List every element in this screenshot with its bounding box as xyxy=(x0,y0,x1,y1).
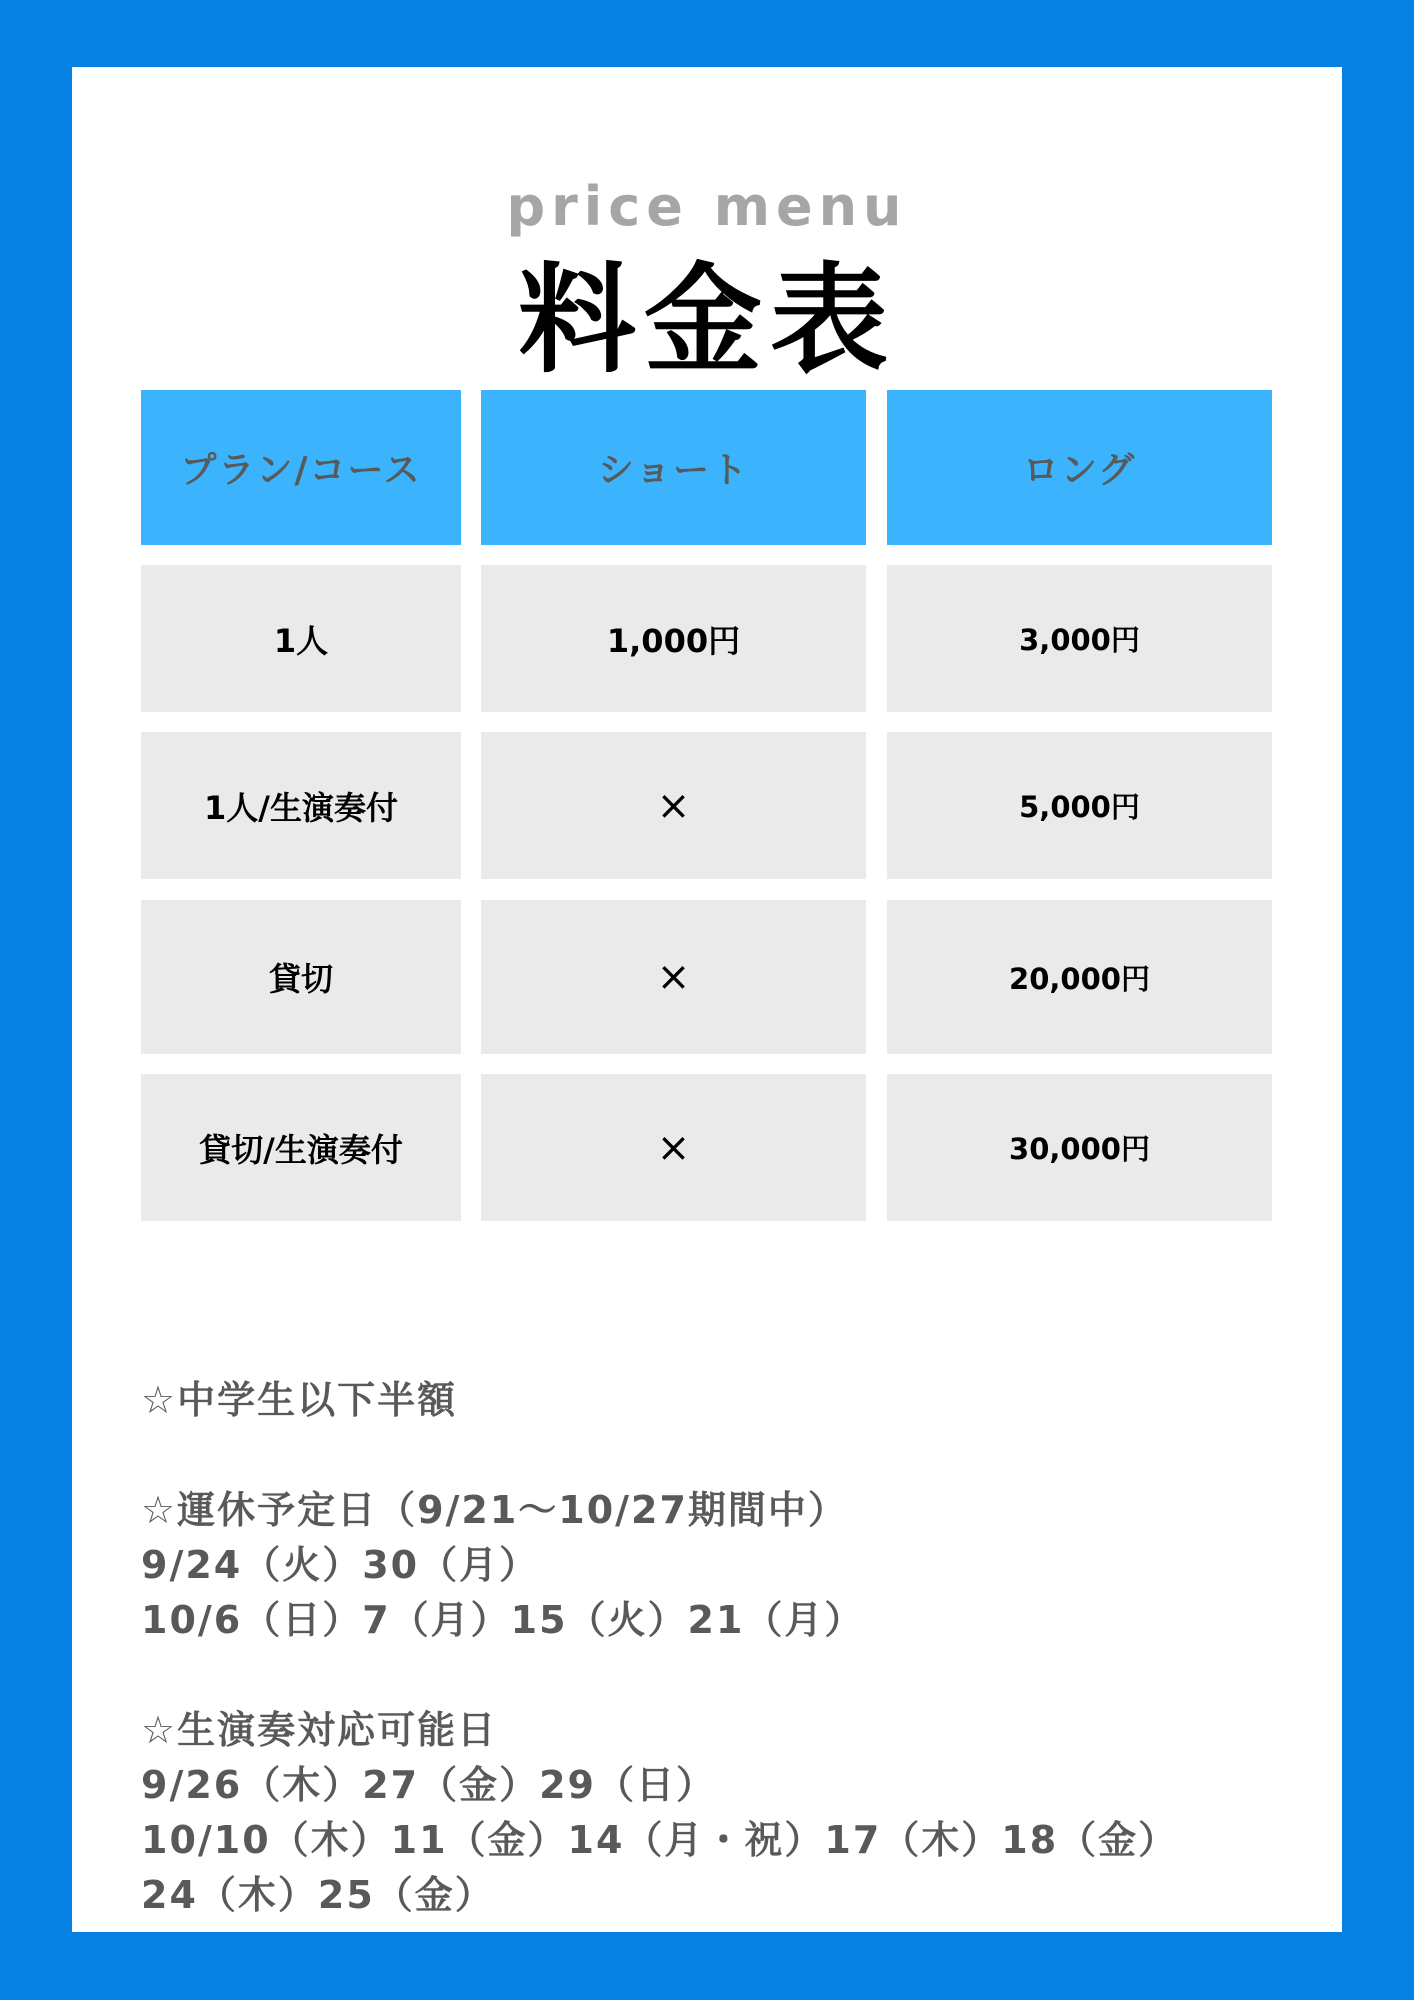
table-cell-plan: 貸切/生演奏付 xyxy=(141,1074,461,1221)
closed-days-line: 10/6（日）7（月）15（火）21（月） xyxy=(141,1598,865,1642)
table-cell-plan: 貸切 xyxy=(141,900,461,1054)
live-music-days-line: 24（木）25（金） xyxy=(141,1873,495,1917)
table-cell-long: 30,000円 xyxy=(887,1074,1272,1221)
page-title: 料金表 xyxy=(517,251,896,389)
table-cell-short: 1,000円 xyxy=(481,565,866,712)
table-cell-long: 3,000円 xyxy=(887,565,1272,712)
table-cell-short: × xyxy=(481,732,866,879)
table-cell-short: × xyxy=(481,900,866,1054)
closed-days-line: 9/24（火）30（月） xyxy=(141,1543,540,1587)
column-header-long: ロング xyxy=(887,390,1272,545)
column-header-plan: プラン/コース xyxy=(141,390,461,545)
table-cell-short: × xyxy=(481,1074,866,1221)
table-cell-long: 20,000円 xyxy=(887,900,1272,1054)
live-music-days-heading: ☆生演奏対応可能日 xyxy=(141,1708,498,1752)
price-menu-card xyxy=(72,67,1342,1932)
column-header-short: ショート xyxy=(481,390,866,545)
table-cell-plan: 1人/生演奏付 xyxy=(141,732,461,879)
closed-days-heading: ☆運休予定日（9/21〜10/27期間中） xyxy=(141,1488,848,1532)
page-subtitle: price menu xyxy=(506,175,908,238)
notes-section xyxy=(141,1373,1291,1923)
discount-note: ☆中学生以下半額 xyxy=(141,1378,458,1422)
live-music-days-line: 9/26（木）27（金）29（日） xyxy=(141,1763,716,1807)
table-cell-long: 5,000円 xyxy=(887,732,1272,879)
table-cell-plan: 1人 xyxy=(141,565,461,712)
spacer xyxy=(141,1648,1291,1703)
live-music-days-line: 10/10（木）11（金）14（月・祝）17（木）18（金） xyxy=(141,1818,1179,1862)
spacer xyxy=(141,1428,1291,1483)
